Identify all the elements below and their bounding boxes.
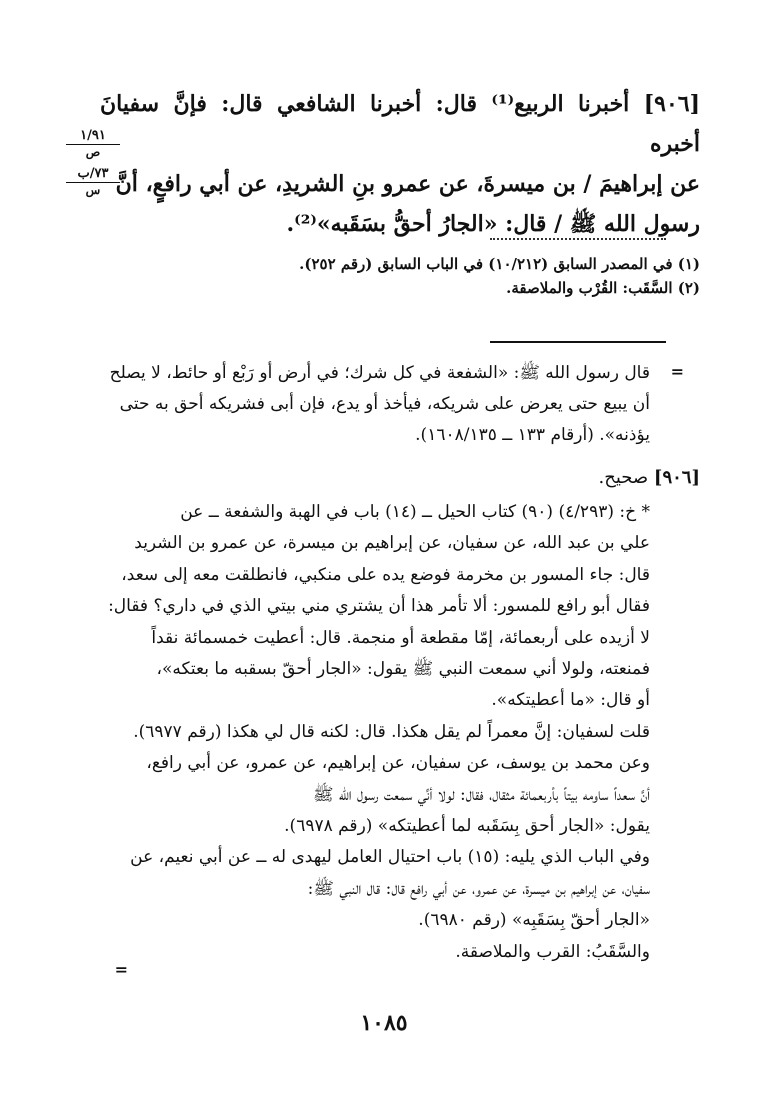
continuation-mark: =: [670, 362, 684, 381]
hadith-number: [٩٠٦]: [643, 91, 700, 117]
footnote-separator: [490, 238, 666, 240]
commentary-line: يؤذنه». (أرقام ١٣٣ ــ ١٦٠٨/١٣٥).: [415, 425, 650, 445]
continuation-mark: =: [114, 960, 128, 979]
takhrij-line: والسَّقَبُ: القرب والملاصقة.: [455, 941, 650, 962]
footnote: (١) في المصدر السابق (١٠/٢١٢) في الباب السابق (رقم ٢٥٢).: [299, 255, 700, 273]
takhrij-line: وعن محمد بن يوسف، عن سفيان، عن إبراهيم، عن عمرو، عن أبي رافع،: [146, 753, 650, 774]
takhrij-line: أو قال: «ما أعطيتكه».: [491, 690, 650, 711]
takhrij-line: فمنعته، ولولا أني سمعت النبي ﷺ يقول: «الجار أحقّ بسقبه ما بعتكه»،: [156, 659, 650, 680]
takhrij-line: قال: جاء المسور بن مخرمة فوضع يده على منكبي، فانطلقت معه إلى سعد،: [121, 564, 650, 585]
hadith-line: عن إبراهيمَ / بن ميسرةَ، عن عمرو بنِ الشريدِ، عن أبي رافعٍ، أنَّ: [115, 171, 700, 197]
hadith-text: [100, 84, 700, 244]
takhrij-line: «الجار أحقّ بِسَقَبِه» (رقم ٦٩٨٠).: [418, 910, 650, 931]
takhrij-line: وفي الباب الذي يليه: (١٥) باب احتيال العامل ليهدى له ــ عن أبي نعيم، عن: [130, 847, 650, 868]
commentary-line: قال رسول الله ﷺ: «الشفعة في كل شرك؛ في أرض أو رَبْع أو حائط، لا يصلح: [109, 363, 650, 383]
hadith-grade: [100, 463, 700, 493]
manuscript-ref: ٧٣/ب س: [66, 166, 120, 198]
takhrij-line: علي بن عبد الله، عن سفيان، عن إبراهيم بن ميسرة، عن عمرو بن الشريد: [134, 533, 650, 554]
takhrij-line: أنَّ سعداً ساومه بيتاً بأربعمائة مثقال، فقال: لولا أنِّي سمعت رسول الله ﷺ: [312, 784, 650, 805]
grade-label: [٩٠٦]: [653, 467, 700, 488]
takhrij-line: قلت لسفيان: إنَّ معمراً لم يقل هكذا. قال: لكنه قال لي هكذا (رقم ٦٩٧٧).: [133, 721, 650, 742]
takhrij-line: فقال أبو رافع للمسور: ألا تأمر هذا أن يشتري مني بيتي الذي في داري؟ فقال:: [108, 596, 650, 617]
commentary-line: أن يبيع حتى يعرض على شريكه، فيأخذ أو يدع، فإن أبى فشريكه أحق به حتى: [119, 394, 650, 414]
takhrij: [102, 497, 650, 968]
grade-value: صحيح.: [598, 467, 649, 488]
section-divider: [490, 341, 666, 343]
footnotes: [100, 252, 700, 300]
hadith-line: [٩٠٦] أخبرنا الربيع⁽¹⁾ قال: أخبرنا الشافعي قال: فإنَّ سفيانَ أخبره: [100, 91, 700, 157]
manuscript-ref: ١/٩١ ص: [66, 128, 120, 160]
takhrij-line: لا أزيده على أربعمائة، إمّا مقطعة أو منجمة. قال: أعطيت خمسمائة نقداً: [151, 627, 650, 648]
commentary: [102, 358, 650, 451]
footnote: (٢) السَّقَب: القُرْب والملاصقة.: [506, 279, 700, 297]
takhrij-line: يقول: «الجار أحق بِسَقَبه لما أعطيتكه» (رقم ٦٩٧٨).: [284, 816, 650, 837]
takhrij-line: * خ: (٤/٢٩٣) (٩٠) كتاب الحيل ــ (١٤) باب في الهبة والشفعة ــ عن: [180, 502, 650, 522]
takhrij-line: سفيان، عن إبراهيم بن ميسرة، عن عمرو، عن أبي رافع قال: قال النبي ﷺ:: [307, 878, 650, 899]
hadith-line: رسول الله ﷺ / قال: «الجارُ أحقُّ بسَقَبه»⁽²⁾.: [286, 211, 700, 237]
page-number: ١٠٨٥: [360, 1010, 408, 1036]
